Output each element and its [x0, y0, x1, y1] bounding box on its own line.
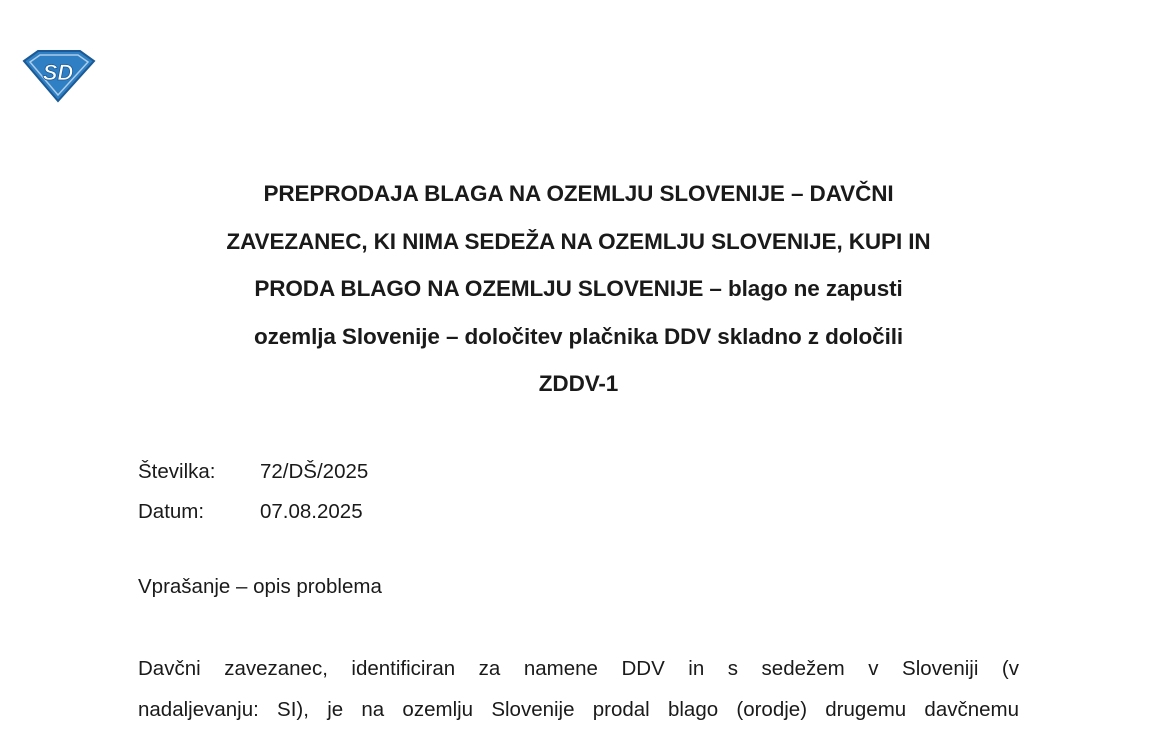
- title-line: ZDDV-1: [538, 371, 619, 396]
- date-row: [138, 492, 368, 532]
- number-row: [138, 452, 368, 492]
- date-value: 07.08.2025: [260, 500, 363, 523]
- logo-text: SD: [42, 60, 74, 85]
- title-line: ZAVEZANEC, KI NIMA SEDEŽA NA OZEMLJU SLOVENIJE, KUPI IN: [226, 228, 931, 254]
- document-meta: [138, 452, 368, 532]
- title-line: ozemlja Slovenije – določitev plačnika DDV skladno z določili: [253, 323, 904, 349]
- body-line: Davčni zavezanec, identificiran za namene DDV in s sedežem v Sloveniji (v: [138, 657, 1019, 680]
- date-label: Datum:: [138, 500, 205, 523]
- document-title: [138, 170, 1019, 408]
- sd-shield-logo-icon: [20, 47, 96, 103]
- body-paragraph: [138, 648, 1019, 730]
- section-heading: Vprašanje – opis problema: [138, 575, 382, 598]
- number-value: 72/DŠ/2025: [260, 460, 369, 483]
- number-label: Številka:: [138, 460, 216, 483]
- body-line: nadaljevanju: SI), je na ozemlju Slovenije prodal blago (orodje) drugemu davčnemu: [138, 698, 1019, 721]
- title-line: PREPRODAJA BLAGA NA OZEMLJU SLOVENIJE – DAVČNI: [263, 181, 894, 206]
- title-line: PRODA BLAGO NA OZEMLJU SLOVENIJE – blago ne zapusti: [254, 276, 903, 301]
